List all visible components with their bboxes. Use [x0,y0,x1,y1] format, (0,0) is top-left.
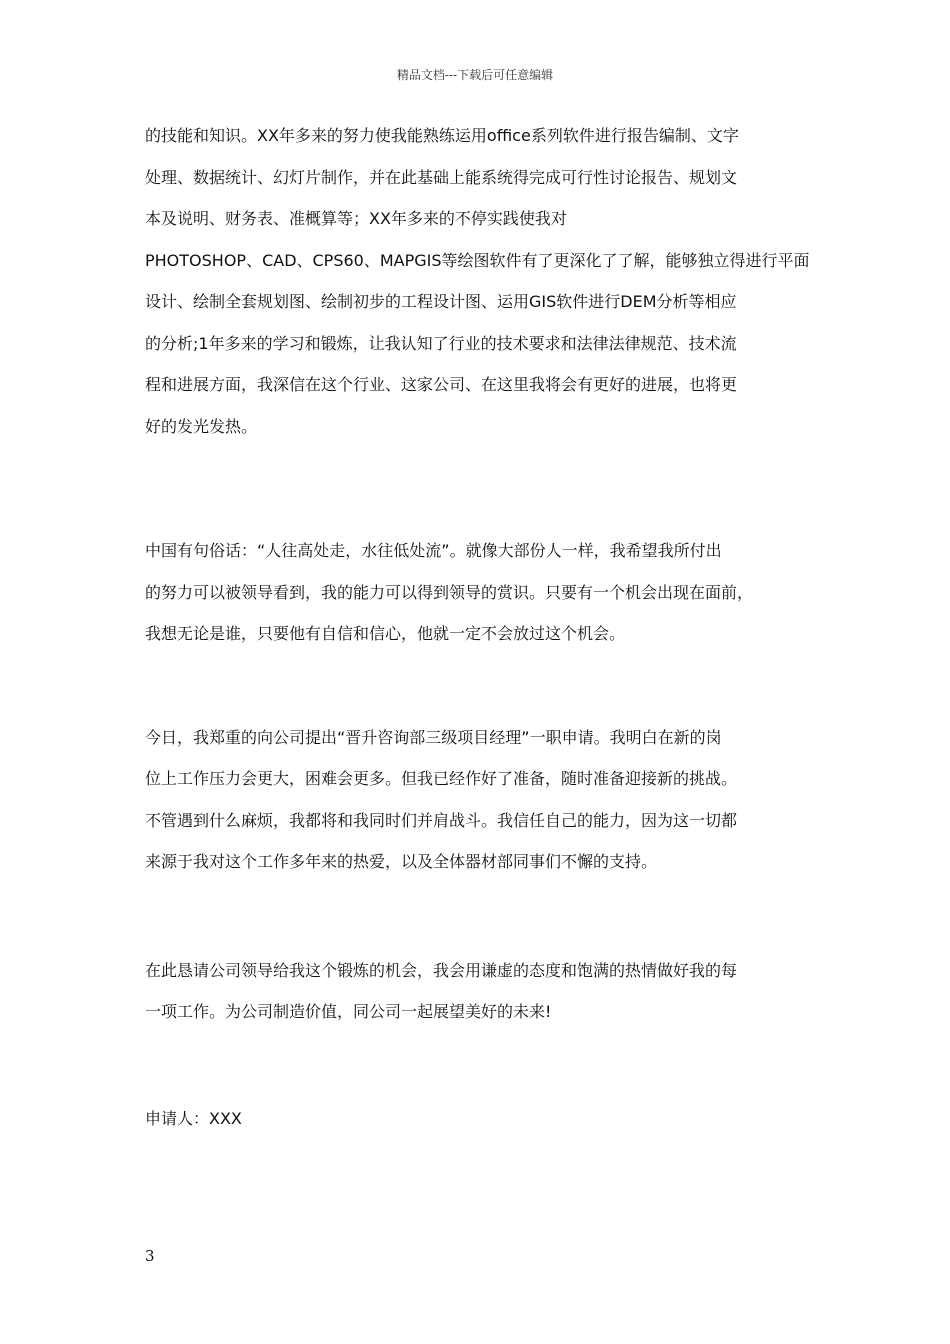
text-line: 我想无论是谁，只要他有自信和信心，他就一定不会放过这个机会。 [145,624,626,643]
text-line: 位上工作压力会更大，困难会更多。但我已经作好了准备，随时准备迎接新的挑战。 [145,769,738,788]
paragraph-4 [145,958,810,1041]
paragraph-2 [145,538,810,663]
text-line: 今日，我郑重的向公司提出“晋升咨询部三级项目经理”一职申请。我明白在新的岗 [145,727,722,747]
text-line: 处理、数据统计、幻灯片制作，并在此基础上能系统得完成可行性讨论报告、规划文 [145,167,738,187]
document-body [145,123,810,1041]
paragraph-1 [145,123,810,455]
text-line: PHOTOSHOP、CAD、CPS60、MAPGIS等绘图软件有了更深化了了解，能够独立得进行平面 [145,250,810,270]
text-line: 中国有句俗话：“人往高处走，水往低处流”。就像大部份人一样，我希望我所付出 [145,541,722,560]
page-number: 3 [145,1247,155,1265]
text-line: 好的发光发热。 [145,416,258,436]
text-line: 在此恳请公司领导给我这个锻炼的机会，我会用谦虚的态度和饱满的热情做好我的每 [145,960,738,980]
text-line: 来源于我对这个工作多年来的热爱，以及全体器材部同事们不懈的支持。 [145,852,658,871]
text-line: 的努力可以被领导看到，我的能力可以得到领导的赏识。只要有一个机会出现在面前， [145,582,754,602]
text-line: 程和进展方面，我深信在这个行业、这家公司、在这里我将会有更好的进展，也将更 [145,375,738,394]
signature: 申请人：XXX [145,1109,242,1128]
text-line: 的技能和知识。XX年多来的努力使我能熟练运用office系列软件进行报告编制、文字 [145,126,739,145]
text-line: 本及说明、财务表、准概算等；XX年多来的不停实践使我对 [145,209,567,228]
page-header: 精品文档---下载后可任意编辑 [396,68,554,82]
text-line: 一项工作。为公司制造价值，同公司一起展望美好的未来! [145,1002,552,1021]
paragraph-3 [145,725,810,891]
text-line: 不管遇到什么麻烦，我都将和我同时们并肩战斗。我信任自己的能力，因为这一切都 [145,810,738,830]
text-line: 设计、绘制全套规划图、绘制初步的工程设计图、运用GIS软件进行DEM分析等相应 [145,292,737,311]
text-line: 的分析;1年多来的学习和锻炼，让我认知了行业的技术要求和法律法律规范、技术流 [145,333,737,353]
